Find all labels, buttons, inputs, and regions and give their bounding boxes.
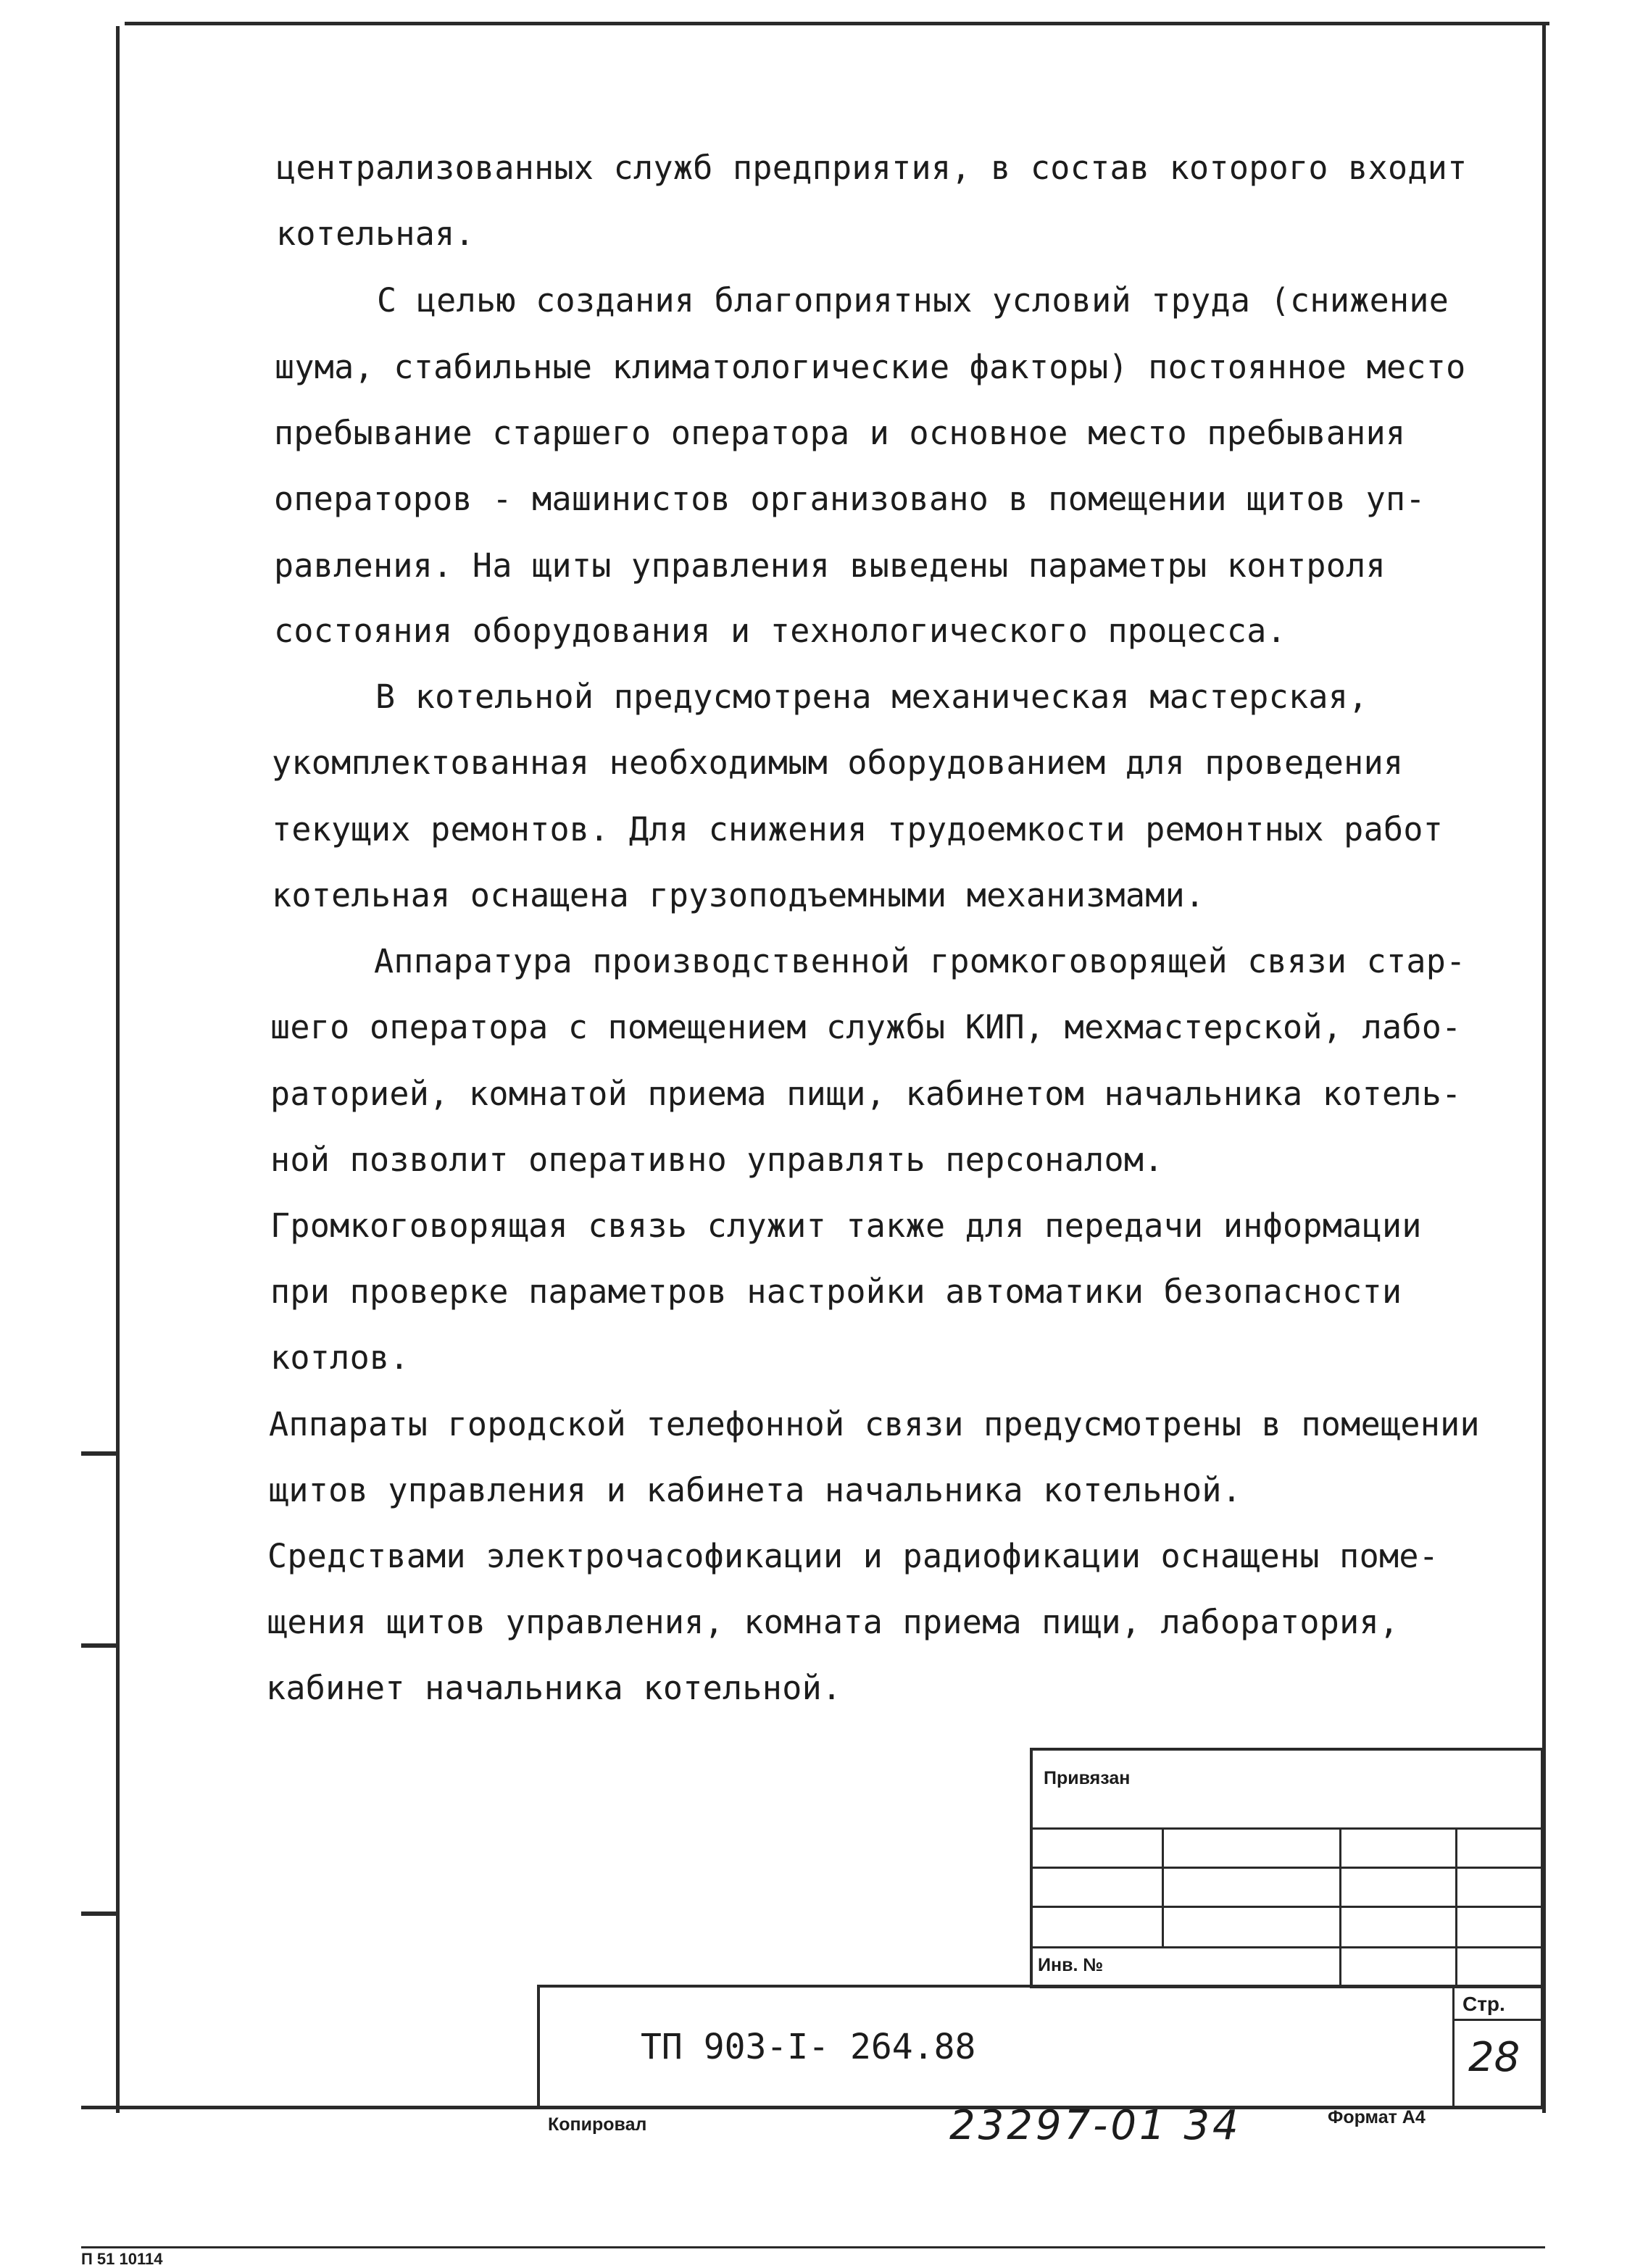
table-rule <box>1030 1827 1544 1830</box>
frame-left-border <box>116 26 120 2113</box>
kopiroval-label: Копировал <box>548 2114 647 2135</box>
body-line: централизованных служб предприятия, в состав которого входит <box>276 149 1468 187</box>
handwritten-number: 23297-01 34 <box>949 2102 1241 2149</box>
binding-tick-mark <box>81 1643 117 1648</box>
binding-tick-mark <box>81 1451 117 1456</box>
body-line: котельная оснащена грузоподъемными механизмами. <box>272 876 1205 914</box>
body-line: при проверке параметров настройки автоматики безопасности <box>270 1272 1402 1311</box>
format-label: Формат А4 <box>1328 2107 1426 2127</box>
page-cell-rule <box>1452 2019 1544 2021</box>
body-line: раторией, комнатой приема пищи, кабинетом начальника котель- <box>270 1075 1462 1113</box>
body-line: операторов - машинистов организовано в помещении щитов уп- <box>274 480 1426 518</box>
table-column-rule <box>1339 1827 1341 1988</box>
body-line: пребывание старшего оператора и основное место пребывания <box>274 414 1406 452</box>
frame-top-border <box>125 22 1549 25</box>
body-line: шума, стабильные климатологические факторы) постоянное место <box>275 348 1466 386</box>
table-column-rule <box>1162 1827 1164 1946</box>
catalog-code: П 51 10114 <box>81 2250 163 2268</box>
body-line: С целью создания благоприятных условий труда (снижение <box>377 281 1449 320</box>
body-line: Средствами электрочасофикации и радиофикации оснащены поме- <box>267 1537 1439 1575</box>
body-line: укомплектованная необходимым оборудованием для проведения <box>272 743 1404 782</box>
inventory-number-label: Инв. № <box>1038 1955 1104 1975</box>
bottom-rule <box>81 2246 1545 2248</box>
body-line: равления. На щиты управления выведены параметры контроля <box>274 546 1386 585</box>
page-label: Стр. <box>1462 1993 1505 2015</box>
table-rule <box>1030 1906 1544 1908</box>
document-code: ТП 903-I- 264.88 <box>641 2027 976 2067</box>
page-number: 28 <box>1468 2034 1520 2081</box>
body-line: текущих ремонтов. Для снижения трудоемкости ремонтных работ <box>272 810 1444 849</box>
page-column-rule <box>1452 1985 1455 2109</box>
body-line: щения щитов управления, комната приема пищи, лаборатория, <box>267 1603 1399 1641</box>
body-line: состояния оборудования и технологического процесса. <box>274 612 1287 650</box>
table-rule <box>1030 1867 1544 1869</box>
body-line: шего оператора с помещением службы КИП, мехмастерской, лабо- <box>270 1008 1462 1046</box>
body-line: кабинет начальника котельной. <box>266 1669 842 1707</box>
body-line: Громкоговорящая связь служит также для передачи информации <box>270 1206 1422 1245</box>
body-line: котлов. <box>270 1338 409 1377</box>
table-rule <box>1030 1946 1544 1948</box>
privyazan-label: Привязан <box>1044 1768 1131 1788</box>
body-line: В котельной предусмотрена механическая мастерская, <box>375 678 1368 716</box>
table-column-rule <box>1455 1827 1457 1988</box>
binding-tick-mark <box>81 1911 117 1916</box>
body-line: Аппараты городской телефонной связи предусмотрены в помещении <box>269 1405 1480 1443</box>
body-line: Аппаратура производственной громкоговорящей связи стар- <box>374 942 1466 980</box>
body-line: котельная. <box>276 214 475 253</box>
body-line: ной позволит оперативно управлять персоналом. <box>270 1141 1164 1179</box>
body-line: щитов управления и кабинета начальника котельной. <box>269 1471 1242 1509</box>
